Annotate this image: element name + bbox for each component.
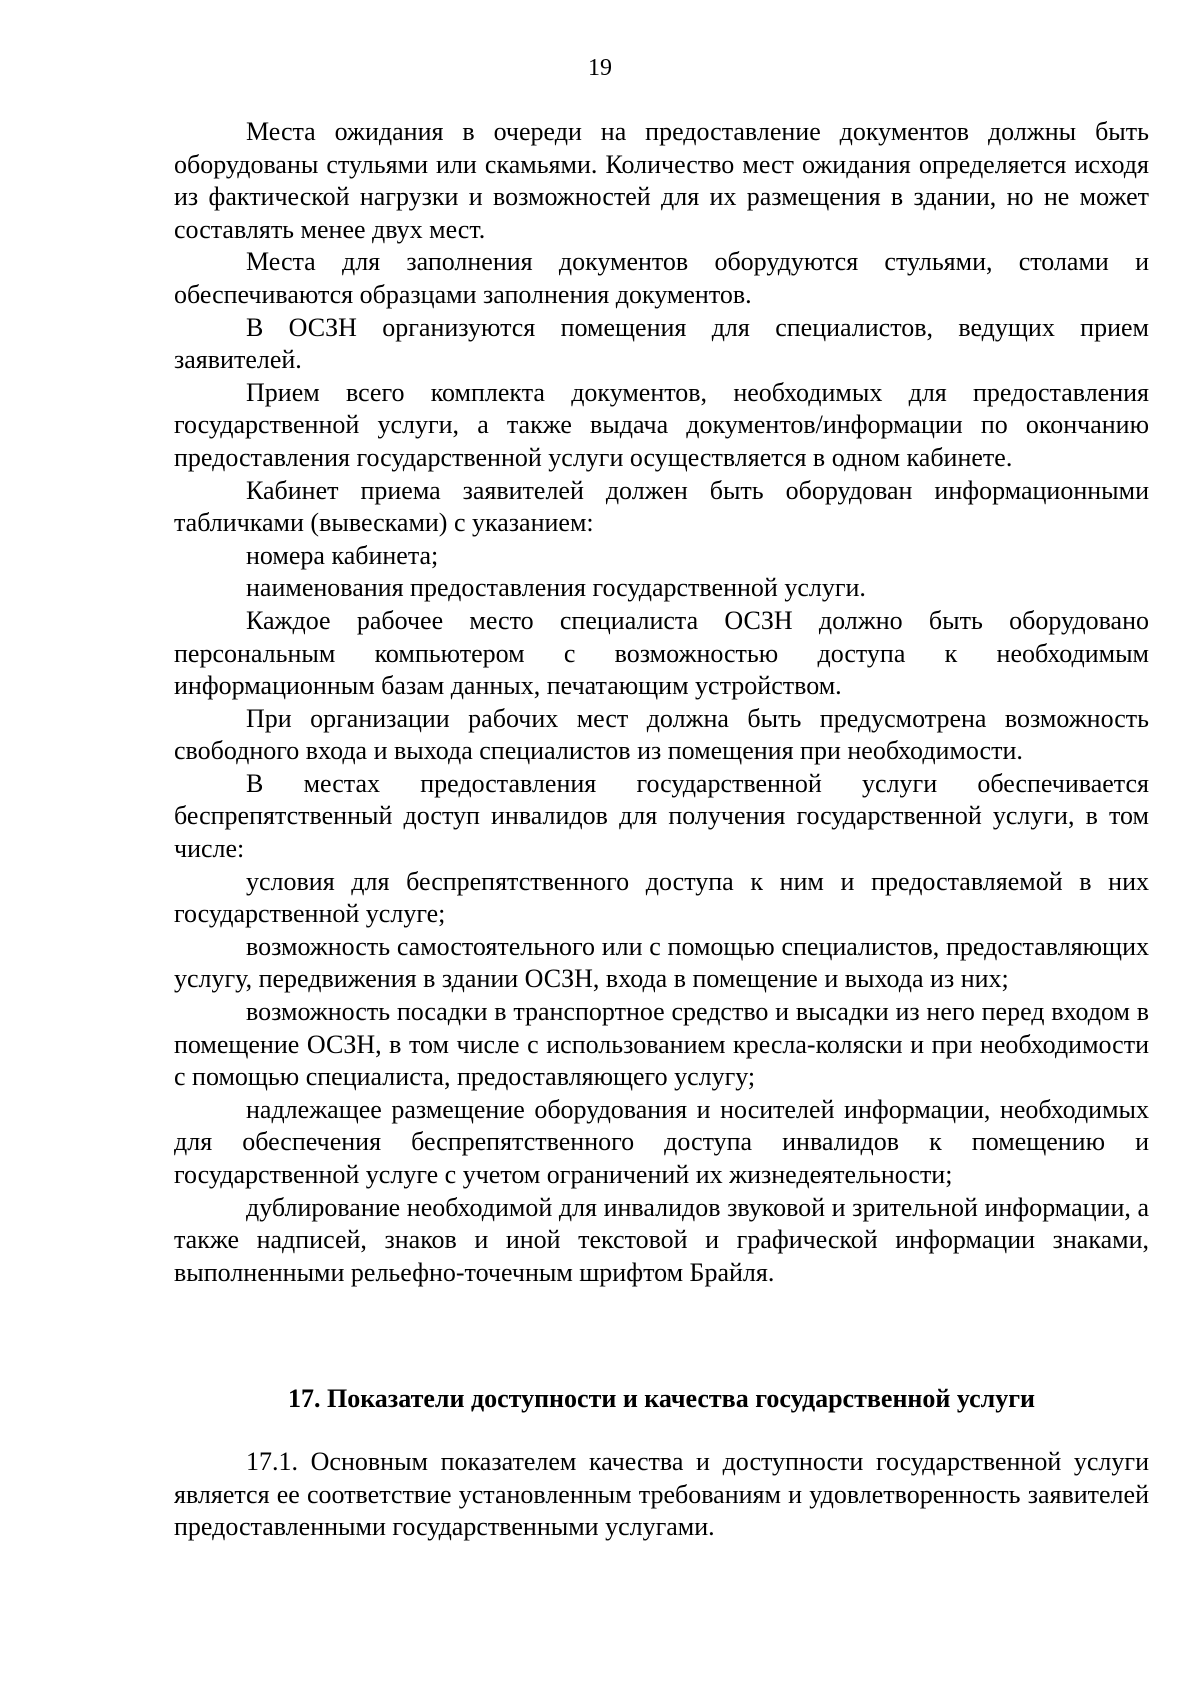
paragraph: При организации рабочих мест должна быть предусмотрена возможность свободного входа и выхода специалистов из помещения при необходимости. xyxy=(174,703,1149,766)
body-text xyxy=(174,116,1149,1289)
list-item: возможность самостоятельного или с помощью специалистов, предоставляющих услугу, передвижения в здании ОСЗН, входа в помещение и выхода из них; xyxy=(174,931,1149,994)
paragraph: В местах предоставления государственной услуги обеспечивается беспрепятственный доступ инвалидов для получения государственной услуги, в том числе: xyxy=(174,768,1149,864)
paragraph: Места для заполнения документов оборудуются стульями, столами и обеспечиваются образцами заполнения документов. xyxy=(174,247,1149,309)
paragraph: Прием всего комплекта документов, необходимых для предоставления государственной услуги, а также выдача документов/информации по окончанию предоставления государственной услуги осуществляется в одном кабинете. xyxy=(174,377,1149,472)
page-number: 19 xyxy=(588,55,612,81)
list-item: надлежащее размещение оборудования и носителей информации, необходимых для обеспечения беспрепятственного доступа инвалидов к помещению и государственной услуге с учетом ограничений их жизнедеятельности; xyxy=(174,1094,1149,1189)
list-item: дублирование необходимой для инвалидов звуковой и зрительной информации, а также надписей, знаков и иной текстовой и графической информации знаками, выполненными рельефно-точечным шрифтом Брайля. xyxy=(174,1192,1149,1287)
paragraph: Места ожидания в очереди на предоставление документов должны быть оборудованы стульями или скамьями. Количество мест ожидания определяется исходя из фактической нагрузки и возможностей для их размещения в здании, но не может составлять менее двух мест. xyxy=(174,117,1149,244)
paragraph: 17.1. Основным показателем качества и доступности государственной услуги является ее соответствие установленным требованиям и удовлетворенность заявителей предоставленными государственными услугами. xyxy=(174,1447,1149,1542)
paragraph: В ОСЗН организуются помещения для специалистов, ведущих прием заявителей. xyxy=(174,312,1149,375)
section-heading: 17. Показатели доступности и качества государственной услуги xyxy=(287,1384,1036,1413)
paragraph: Каждое рабочее место специалиста ОСЗН должно быть оборудовано персональным компьютером с возможностью доступа к необходимым информационным базам данных, печатающим устройством. xyxy=(174,605,1149,701)
list-item: номера кабинета; xyxy=(246,540,439,570)
list-item: условия для беспрепятственного доступа к ним и предоставляемой в них государственной услуге; xyxy=(174,866,1149,929)
list-item: наименования предоставления государственной услуги. xyxy=(246,573,866,603)
paragraph: Кабинет приема заявителей должен быть оборудован информационными табличками (вывесками) с указанием: xyxy=(174,475,1149,538)
list-item: возможность посадки в транспортное средство и высадки из него перед входом в помещение ОСЗН, в том числе с использованием кресла-коляски и при необходимости с помощью специалиста, предоставляющего услугу; xyxy=(174,997,1149,1092)
section-text xyxy=(174,1446,1149,1544)
